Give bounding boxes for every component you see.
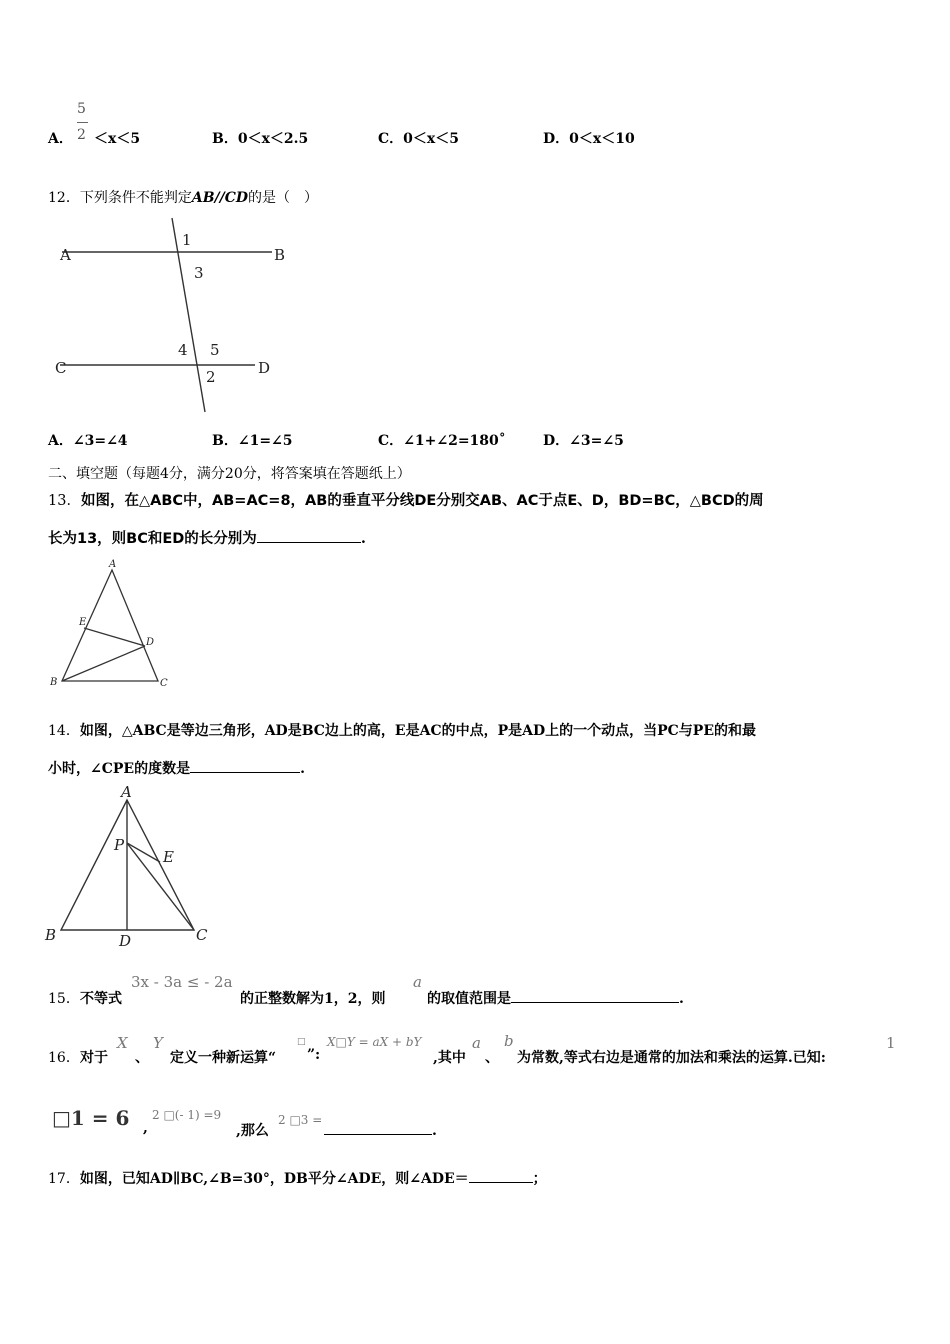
q11-frac-denominator: 2: [77, 127, 86, 143]
q16-line2-comma: ,: [143, 1120, 148, 1136]
q16-line2-formula2: 2 □(- 1) =9: [152, 1108, 222, 1122]
q12-label-d: D: [258, 359, 271, 377]
q14-answer-blank[interactable]: [190, 758, 300, 773]
q14-label-e: E: [163, 848, 174, 866]
q14-line2: 小时，∠CPE的度数是 .: [48, 758, 305, 778]
q16-line2-eq: □1 = 6: [52, 1106, 130, 1130]
q15-pre: 不等式: [80, 991, 122, 1007]
q15-mid: 的正整数解为1，2，则: [240, 991, 386, 1007]
q12-option-b: B．∠1=∠5: [212, 433, 293, 449]
q14-number: 14．: [48, 723, 80, 739]
q16-sep: 、: [135, 1050, 149, 1066]
q12-option-a: A．∠3=∠4: [48, 433, 128, 449]
q16-sep2: 、: [485, 1050, 499, 1066]
q14-figure: [61, 800, 194, 930]
q15-post-line: 的取值范围是 .: [427, 988, 684, 1008]
q16-answer-blank[interactable]: [324, 1120, 432, 1135]
q12-label-b: B: [274, 246, 286, 264]
q16-mid4: 为常数,等式右边是通常的加法和乘法的运算.已知:: [517, 1050, 826, 1066]
q16-tail: 1: [886, 1034, 896, 1052]
q15-var: a: [413, 973, 422, 991]
q14-label-c: C: [196, 926, 208, 944]
q13-label-e: E: [79, 617, 87, 628]
q17-line: 17．如图，已知AD∥BC,∠B=30°，DB平分∠ADE，则∠ADE＝ ；: [48, 1168, 547, 1188]
q12-angle-1: 1: [182, 231, 192, 249]
q13-figure: [62, 570, 158, 681]
q15-number: 15．: [48, 991, 80, 1007]
q11-option-b: B．0＜x＜2.5: [212, 131, 309, 147]
q16-var-x: X: [117, 1034, 128, 1052]
q13-number: 13．: [48, 493, 81, 509]
q12-angle-3: 3: [194, 264, 204, 282]
section-title: 二、填空题（每题4分，满分20分，将答案填在答题纸上）: [48, 466, 411, 482]
q12-angle-5: 5: [210, 341, 220, 359]
q13-label-a: A: [109, 559, 117, 570]
q14-label-d: D: [119, 932, 132, 950]
q17-number: 17．: [48, 1171, 80, 1187]
q14-label-p: P: [114, 836, 125, 854]
q11-option-a-text: ＜x＜5: [94, 131, 141, 147]
segment-bd: [62, 646, 145, 681]
q12-label-a: A: [60, 246, 71, 264]
q13-label-c: C: [160, 678, 168, 689]
q16-line2-text: ,那么: [236, 1123, 269, 1139]
q16-op-symbol: □: [297, 1037, 306, 1047]
q13-line2: 长为13，则BC和ED的长分别为 .: [48, 530, 366, 547]
q13-line1: 13．如图，在△ABC中，AB=AC=8，AB的垂直平分线DE分别交AB、AC于点E、D，BD=BC，△BCD的周: [48, 493, 764, 509]
q12-figure: [60, 218, 272, 412]
q12-angle-2: 2: [206, 368, 216, 386]
triangle-abc: [62, 570, 158, 681]
q12-stem: 12．下列条件不能判定AB//CD的是（ ）: [48, 190, 319, 206]
segment-pc: [127, 843, 194, 930]
q16-line2-formula3: 2 □3 =: [278, 1113, 323, 1127]
q13-label-b: B: [50, 677, 58, 688]
q16-var-a: a: [472, 1034, 481, 1052]
q16-var-b: b: [504, 1032, 514, 1050]
q12-number: 12．: [48, 190, 80, 206]
q16-mid3: ,其中: [433, 1050, 466, 1066]
q16-mid2: ”:: [307, 1047, 321, 1063]
q12-angle-4: 4: [178, 341, 188, 359]
q16-formula: X□Y = aX + bY: [327, 1035, 422, 1049]
q16-answer-line: .: [324, 1120, 437, 1139]
q13-label-d: D: [146, 637, 155, 648]
q16-number: 16．: [48, 1050, 80, 1066]
q11-frac-numerator: 5: [77, 101, 86, 117]
segment-ed: [84, 628, 145, 646]
q14-label-a: A: [121, 783, 132, 801]
q14-line1: 14．如图，△ABC是等边三角形，AD是BC边上的高，E是AC的中点，P是AD上的一个动点，当PC与PE的和最: [48, 723, 757, 739]
q12-option-d: D．∠3=∠5: [543, 433, 624, 449]
q16-var-y: Y: [153, 1034, 163, 1052]
q16-mid1: 定义一种新运算“: [170, 1050, 277, 1066]
q13-answer-blank[interactable]: [257, 528, 361, 543]
q15-answer-blank[interactable]: [511, 988, 679, 1003]
q16-pre: 对于: [80, 1050, 108, 1066]
q11-option-a: A．: [48, 131, 73, 147]
q11-option-d: D．0＜x＜10: [543, 131, 635, 147]
segment-pe: [127, 843, 160, 862]
q12-label-c: C: [55, 359, 67, 377]
q11-option-c: C．0＜x＜5: [378, 131, 459, 147]
q17-answer-blank[interactable]: [469, 1168, 533, 1183]
q14-label-b: B: [45, 926, 57, 944]
q12-option-c: C．∠1+∠2=180˚: [378, 433, 506, 449]
q15-formula: 3x - 3a ≤ - 2a: [131, 973, 233, 991]
